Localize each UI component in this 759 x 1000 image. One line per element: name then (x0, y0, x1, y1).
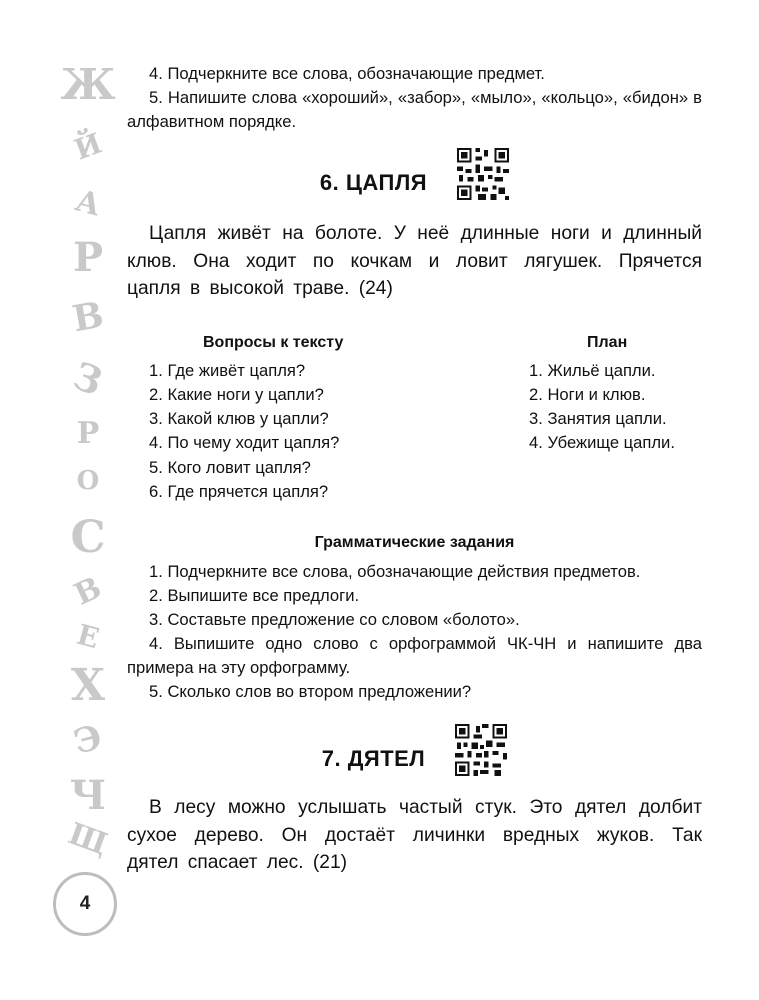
section6-header (127, 148, 702, 200)
plan-item: 3. Занятия цапли. (529, 409, 667, 429)
page-number: 4 (53, 872, 117, 936)
sidebar-letter: С (70, 512, 106, 563)
sidebar-letter: В (69, 293, 107, 341)
question-item: 2. Какие ноги у цапли? (149, 384, 324, 404)
grammar-item: 2. Выпишите все предлоги. (149, 586, 360, 606)
sidebar-letter: Ж (60, 60, 116, 109)
qr-code-icon (455, 724, 507, 776)
sidebar-letter: З (67, 352, 109, 405)
section7-title: 7. ДЯТЕЛ (321, 746, 426, 772)
sidebar-letter: Р (72, 234, 104, 281)
plan-column (477, 331, 702, 505)
sidebar-letter: О (76, 466, 100, 496)
question-item: 3. Какой клюв у цапли? (149, 409, 329, 429)
grammar-item: 3. Составьте предложение со словом «болото». (149, 610, 520, 630)
qr-code-icon (457, 148, 509, 200)
grammar-item: 5. Сколько слов во втором предложении? (149, 682, 472, 702)
page-content (127, 62, 702, 877)
grammar-item: 4. Выпишите одно слово с орфограммой ЧК-ЧН и напишите два примера на эту орфограмму. (127, 634, 702, 678)
sidebar-letter: Щ (63, 816, 113, 863)
task-item: 5. Напишите слова «хороший», «забор», «мыло», «кольцо», «бидон» в алфавитном порядке. (127, 88, 702, 131)
task-item: 4. Подчеркните все слова, обозначающие предмет. (149, 64, 545, 83)
sidebar-letter: В (69, 570, 107, 613)
sidebar-letter: Й (69, 126, 107, 167)
grammar-heading: Грамматические задания (314, 534, 515, 552)
sidebar-letter: Х (70, 660, 106, 711)
section7-header (127, 724, 702, 776)
section6-title: 6. ЦАПЛЯ (319, 170, 428, 195)
sidebar-letter: Э (69, 717, 107, 763)
section7-text: В лесу можно услышать частый стук. Это дятел долбит сухое дерево. Он достаёт личинки вредных жуков. Так дятел спасает лес. (21) (127, 797, 702, 874)
questions-and-plan (127, 331, 702, 505)
plan-heading: План (587, 333, 628, 351)
plan-item: 1. Жильё цапли. (529, 360, 656, 380)
questions-heading: Вопросы к тексту (203, 333, 344, 351)
sidebar-letter: Р (76, 416, 100, 451)
question-item: 5. Кого ловит цапля? (149, 457, 311, 477)
plan-item: 4. Убежище цапли. (529, 433, 675, 453)
question-item: 4. По чему ходит цапля? (149, 433, 340, 453)
question-item: 6. Где прячется цапля? (149, 481, 329, 501)
grammar-item: 1. Подчеркните все слова, обозначающие действия предметов. (149, 562, 641, 582)
sidebar-letter: Ч (69, 772, 107, 819)
question-item: 1. Где живёт цапля? (149, 360, 306, 380)
section6-text: Цапля живёт на болоте. У неё длинные ноги и длинный клюв. Она ходит по кочкам и ловит лягушек. Прячется цапля в высокой траве. (24) (127, 223, 702, 299)
alphabet-decoration (58, 60, 118, 890)
sidebar-letter: Е (73, 617, 103, 656)
plan-item: 2. Ноги и клюв. (529, 384, 646, 404)
sidebar-letter: А (71, 183, 105, 224)
questions-column (127, 331, 477, 505)
